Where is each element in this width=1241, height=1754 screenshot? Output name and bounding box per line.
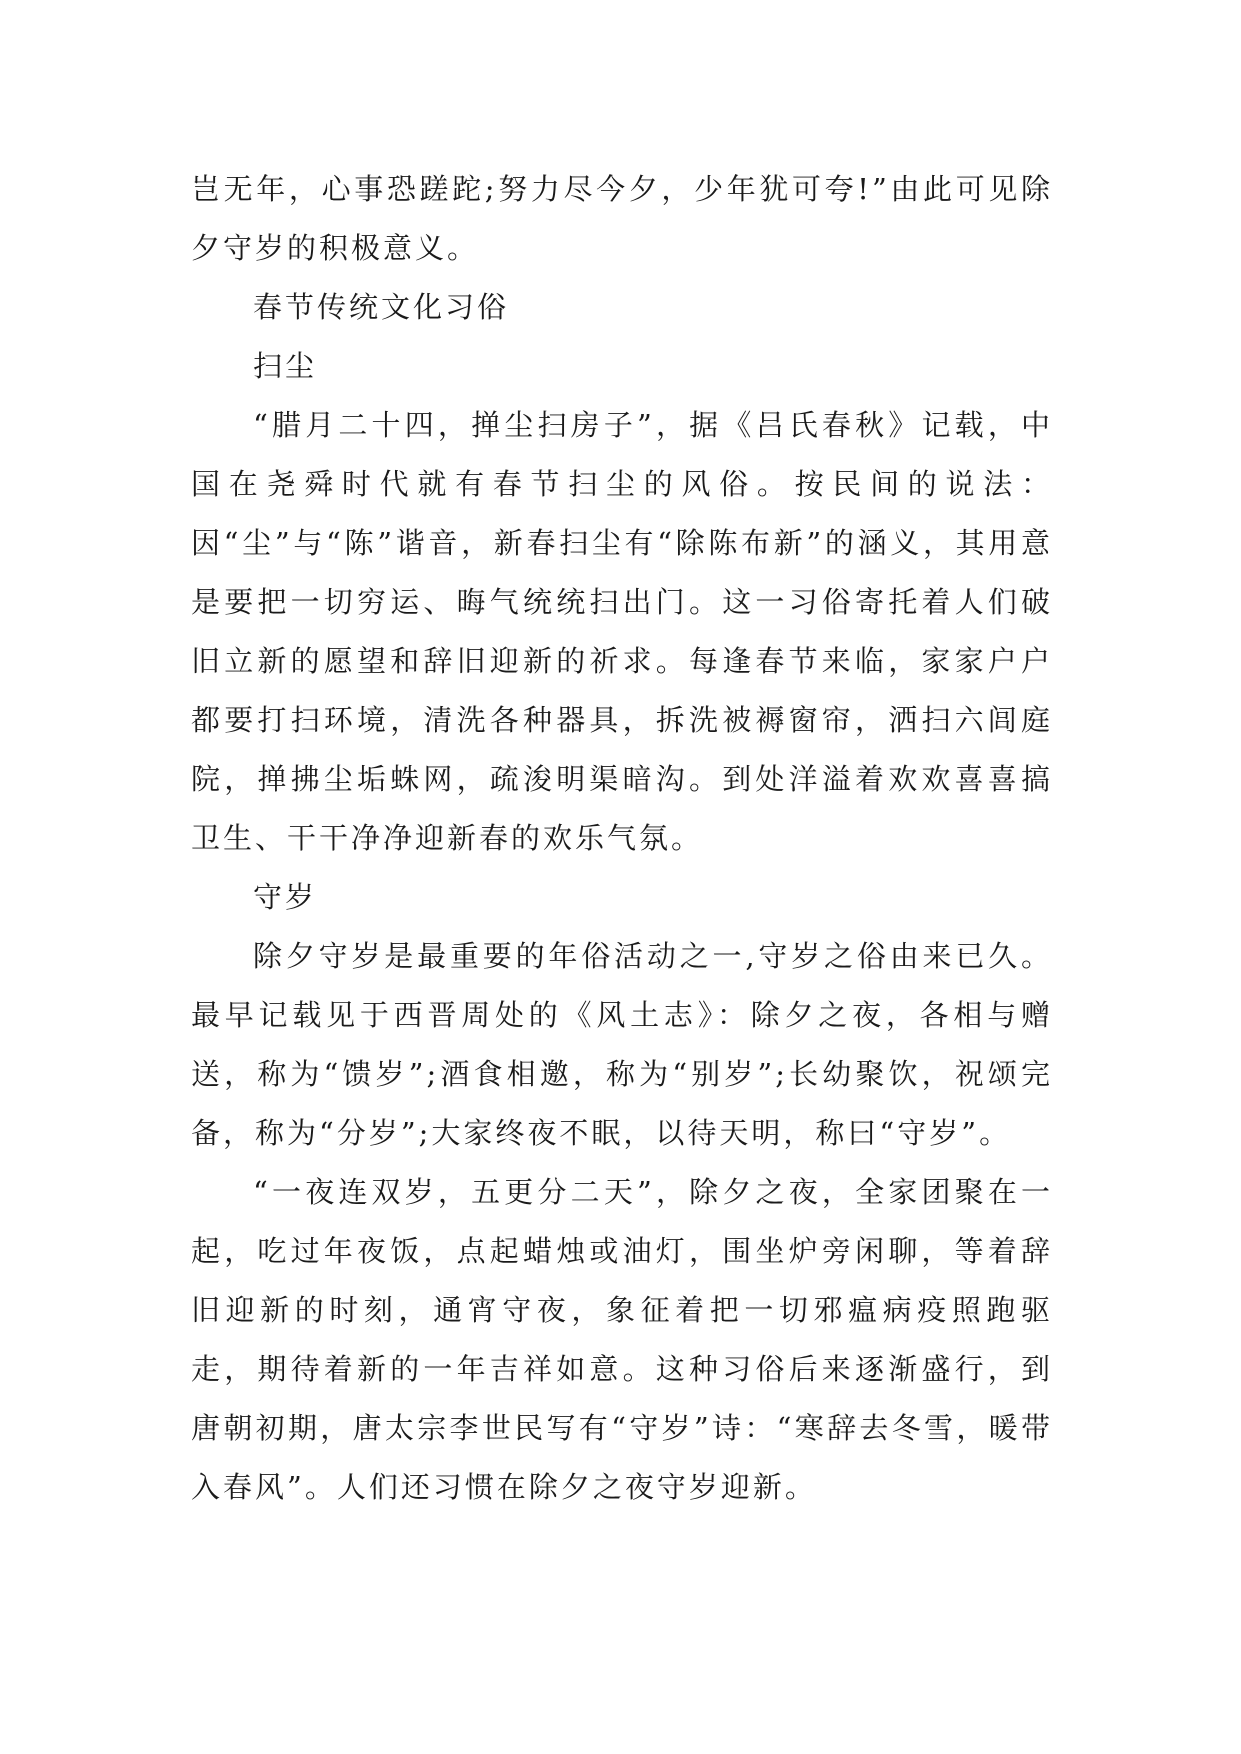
paragraph-shousui-night: “一夜连双岁，五更分二天”，除夕之夜，全家团聚在一起，吃过年夜饭，点起蜡烛或油灯，围坐炉旁闲聊，等着辞旧迎新的时刻，通宵守夜，象征着把一切邪瘟病疫照跑驱走，期待着新的一年吉祥如意。这种习俗后来逐渐盛行，到唐朝初期，唐太宗李世民写有“守岁”诗：“寒辞去冬雪，暖带入春风”。人们还习惯在除夕之夜守岁迎新。 — [191, 1175, 1053, 1504]
document-page — [191, 160, 1053, 1517]
subheading-shousui: 守岁 — [253, 880, 318, 914]
paragraph-shousui-origin: 除夕守岁是最重要的年俗活动之一,守岁之俗由来已久。最早记载见于西晋周处的《风土志》：除夕之夜，各相与赠送，称为“馈岁”;酒食相邀，称为“别岁”;长幼聚饮，祝颂完备，称为“分岁”;大家终夜不眠，以待天明，称曰“守岁”。 — [191, 939, 1053, 1150]
subheading-sweeping-dust: 扫尘 — [253, 349, 318, 383]
section-heading-spring-festival-customs: 春节传统文化习俗 — [253, 290, 510, 324]
paragraph-closing-quote: 岂无年，心事恐蹉跎;努力尽今夕，少年犹可夸!”由此可见除夕守岁的积极意义。 — [191, 172, 1053, 265]
paragraph-sweeping-dust: “腊月二十四，掸尘扫房子”，据《吕氏春秋》记载，中国在尧舜时代就有春节扫尘的风俗。按民间的说法：因“尘”与“陈”谐音，新春扫尘有“除陈布新”的涵义，其用意是要把一切穷运、晦气统统扫出门。这一习俗寄托着人们破旧立新的愿望和辞旧迎新的祈求。每逢春节来临，家家户户都要打扫环境，清洗各种器具，拆洗被褥窗帘，洒扫六闾庭院，掸拂尘垢蛛网，疏浚明渠暗沟。到处洋溢着欢欢喜喜搞卫生、干干净净迎新春的欢乐气氛。 — [191, 408, 1053, 855]
